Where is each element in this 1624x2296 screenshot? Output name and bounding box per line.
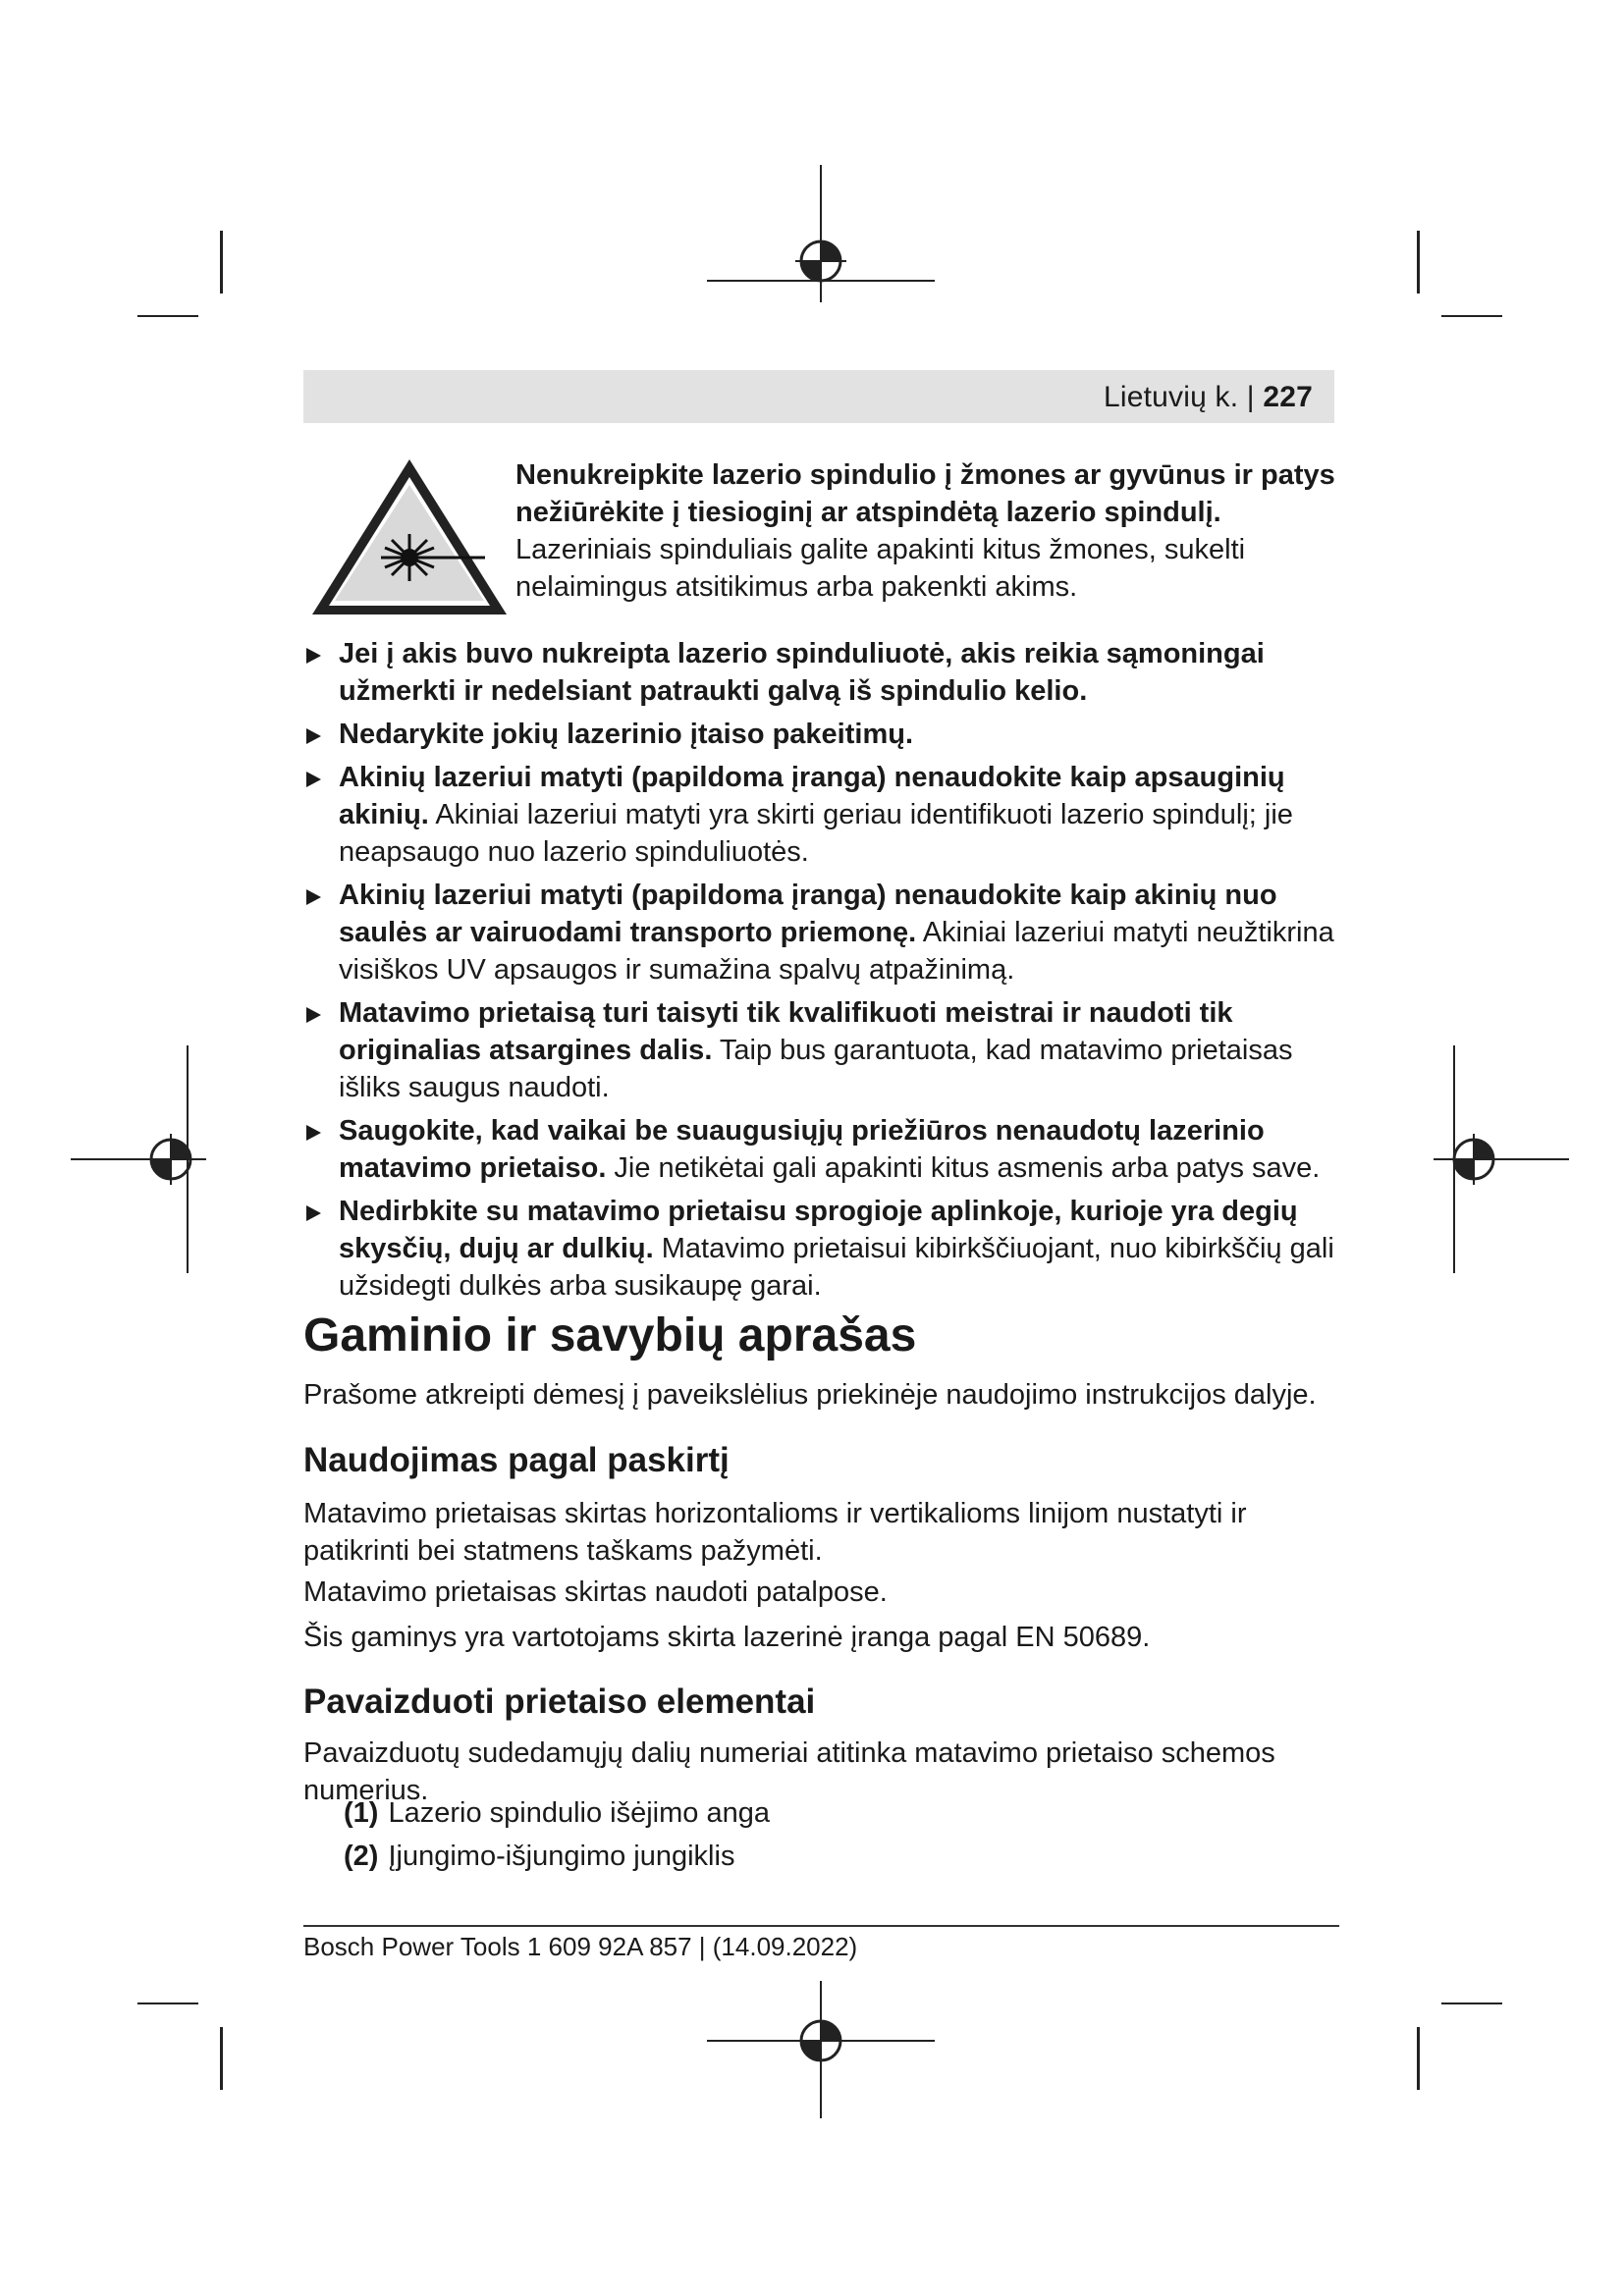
arrow-bullet-icon [306,772,321,787]
bullet-text: Akiniai lazeriui matyti neužtikrina visiškos UV apsaugos ir sumažina spalvų atpažinimą. [339,917,1334,986]
list-item [303,635,1339,710]
crop-mark [1417,231,1420,294]
bullet-bold: Nedirbkite su matavimo prietaisu sprogioje aplinkoje, kurioje yra degių skysčių, dujų ar dulkių. [339,1196,1298,1264]
components-intro: Pavaizduotų sudedamųjų dalių numeriai atitinka matavimo prietaiso schemos numerius. [303,1737,1275,1806]
intended-use-p2: Matavimo prietaisas skirtas naudoti patalpose. [303,1576,888,1608]
list-item [303,716,1339,753]
item-label: Lazerio spindulio išėjimo anga [388,1797,770,1829]
list-item [303,877,1339,988]
footer-divider [303,1925,1339,1927]
crop-mark [1441,2002,1502,2004]
bullet-bold: Nedarykite jokių lazerinio įtaiso pakeitimų. [339,719,914,750]
intended-use-p3: Šis gaminys yra vartotojams skirta lazerinė įranga pagal EN 50689. [303,1622,1151,1653]
section-title: Gaminio ir savybių aprašas [303,1309,917,1362]
page-header [303,370,1334,423]
list-item [303,759,1339,871]
arrow-bullet-icon [306,889,321,905]
arrow-bullet-icon [306,1007,321,1023]
laser-warning-icon [306,454,513,620]
bullet-text: Matavimo prietaisui kibirkščiuojant, nuo kibirkščių gali užsidegti dulkės arba susikaupę garai. [339,1233,1334,1302]
crop-mark [1417,2027,1420,2090]
registration-target-icon [1448,1134,1499,1185]
registration-target-icon [145,1134,196,1185]
bullet-bold: Matavimo prietaisą turi taisyti tik kvalifikuoti meistrai ir naudoti tik originalias atsargines dalis. [339,997,1233,1066]
crop-mark [137,2002,198,2004]
components-list [344,1791,770,1878]
crop-mark [220,2027,223,2090]
header-section: Lietuvių k. | [1103,381,1255,413]
laser-warning-text [515,456,1340,606]
list-item [303,1112,1339,1187]
section-intro: Prašome atkreipti dėmesį į paveikslėlius priekinėje naudojimo instrukcijos dalyje. [303,1379,1317,1411]
page-number: 227 [1263,381,1313,413]
header-text [1104,381,1313,414]
warning-body: Lazeriniais spinduliais galite apakinti kitus žmones, sukelti nelaimingus atsitikimus arba pakenkti akims. [515,534,1246,603]
bullet-text: Jie netikėtai gali apakinti kitus asmenis arba patys save. [606,1152,1321,1184]
crop-mark [1441,315,1502,317]
list-item [344,1791,770,1835]
item-number: (2) [344,1841,379,1872]
list-item [303,994,1339,1106]
registration-target-icon [795,236,846,287]
bullet-text: Taip bus garantuota, kad matavimo prietaisas išliks saugus naudoti. [339,1035,1293,1103]
list-item [344,1835,770,1878]
bullet-bold: Jei į akis buvo nukreipta lazerio spinduliuotė, akis reikia sąmoningai užmerkti ir nedelsiant patraukti galvą iš spindulio kelio. [339,638,1265,707]
item-label: Įjungimo-išjungimo jungiklis [388,1841,735,1872]
arrow-bullet-icon [306,1205,321,1221]
arrow-bullet-icon [306,728,321,744]
arrow-bullet-icon [306,648,321,664]
warning-bold: Nenukreipkite lazerio spindulio į žmones ar gyvūnus ir patys nežiūrėkite į tiesioginį ar atspindėtą lazerio spindulį. [515,459,1335,528]
bullet-bold: Akinių lazeriui matyti (papildoma įranga) nenaudokite kaip akinių nuo saulės ar vairuodami transporto priemonę. [339,880,1277,948]
arrow-bullet-icon [306,1125,321,1141]
registration-target-icon [795,2015,846,2066]
intended-use-title: Naudojimas pagal paskirtį [303,1441,730,1479]
intended-use-p1: Matavimo prietaisas skirtas horizontalioms ir vertikalioms linijom nustatyti ir patikrinti bei statmens taškams pažymėti. [303,1498,1247,1567]
list-item [303,1193,1339,1305]
bullet-text: Akiniai lazeriui matyti yra skirti geriau identifikuoti lazerio spindulį; jie neapsaugo nuo lazerio spinduliuotės. [339,799,1293,868]
crop-mark [137,315,198,317]
footer-text: Bosch Power Tools 1 609 92A 857 | (14.09.2022) [303,1932,858,1961]
item-number: (1) [344,1797,379,1829]
crop-mark [220,231,223,294]
bullet-bold: Saugokite, kad vaikai be suaugusiųjų priežiūros nenaudotų lazerinio matavimo prietaiso. [339,1115,1265,1184]
components-title: Pavaizduoti prietaiso elementai [303,1682,816,1721]
safety-list [303,635,1339,1310]
bullet-bold: Akinių lazeriui matyti (papildoma įranga) nenaudokite kaip apsauginių akinių. [339,762,1285,830]
